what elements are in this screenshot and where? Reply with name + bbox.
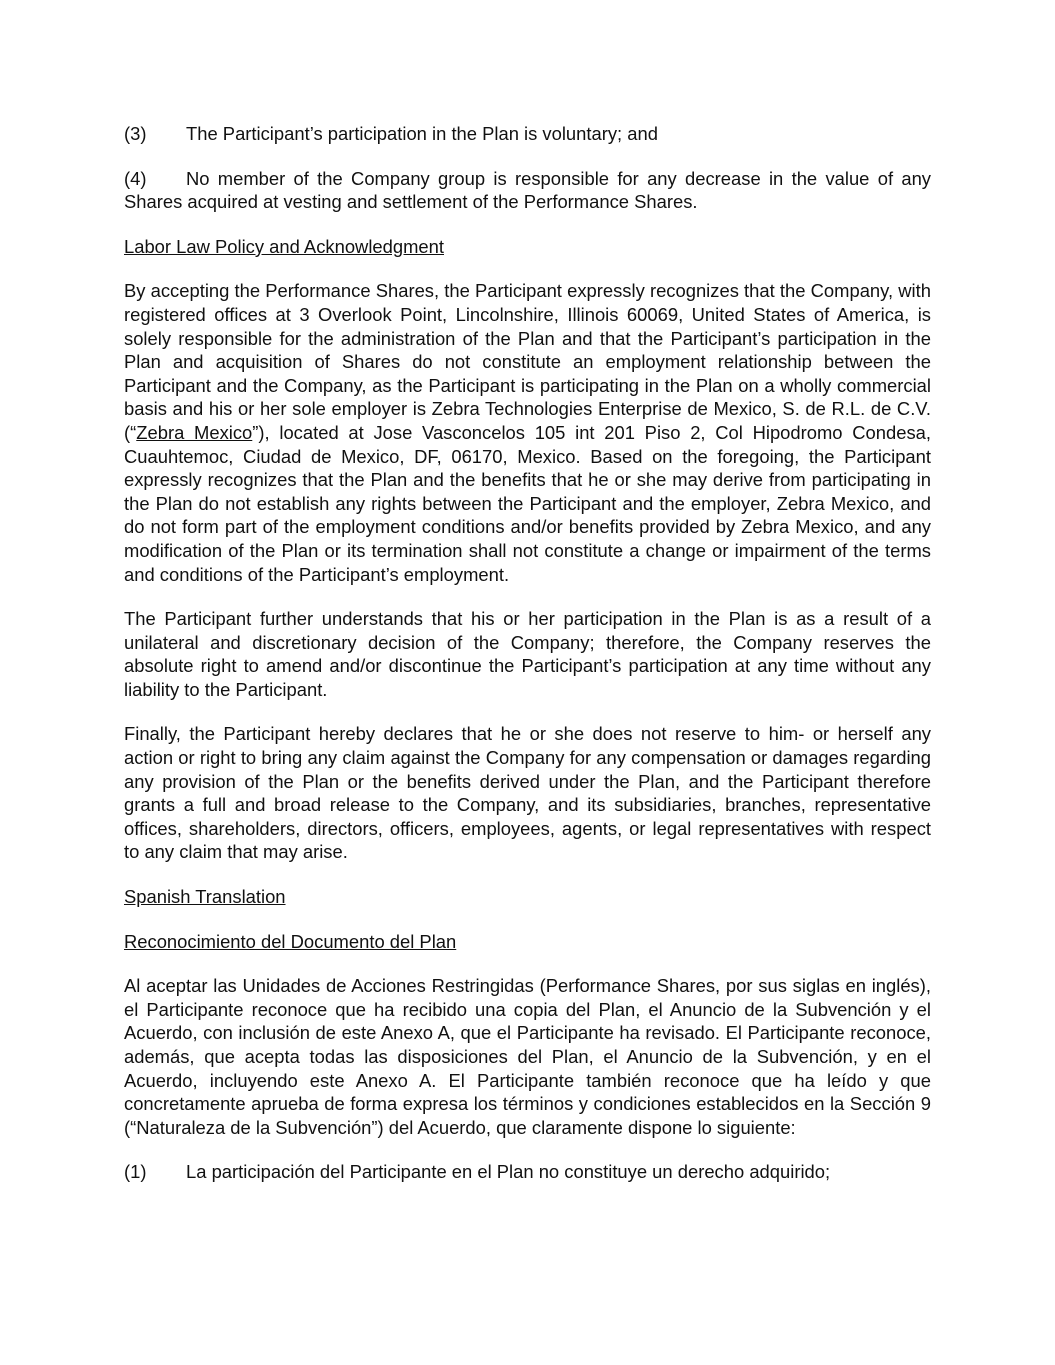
clause-item-4	[124, 167, 931, 214]
clause-text: No member of the Company group is responsible for any decrease in the value of any Shares acquired at vesting and settlement of the Performance Shares.	[124, 167, 931, 213]
spanish-clause-item-1	[124, 1160, 931, 1184]
clause-item-3	[124, 122, 931, 146]
clause-number: (4)	[124, 167, 147, 189]
defined-term-zebra-mexico: Zebra Mexico	[136, 421, 253, 443]
labor-paragraph-1-before: By accepting the Performance Shares, the Participant expressly recognizes that the Company, with registered offices at 3 Overlook Point, Lincolnshire, Illinois 60069, United States of America, is solely responsible for the administration of the Plan and that the Participant’s participation in the Plan and acquisition of Shares do not constitute an employment relationship between the Participant and the Company, as the Participant is participating in the Plan on a wholly commercial basis and his or her sole employer is Zebra Technologies Enterprise de Mexico, S. de R.L. de C.V. (“	[124, 280, 931, 443]
document-page	[124, 122, 931, 1205]
clause-text: The Participant’s participation in the Plan is voluntary; and	[186, 123, 658, 144]
labor-law-heading: Labor Law Policy and Acknowledgment	[124, 235, 444, 257]
labor-paragraph-1	[124, 279, 931, 586]
spanish-paragraph: Al aceptar las Unidades de Acciones Restringidas (Performance Shares, por sus siglas en inglés), el Participante reconoce que ha recibido una copia del Plan, el Anuncio de la Subvención y el Acuerdo, con inclusión de este Anexo A, que el Participante ha revisado. El Participante reconoce, además, que acepta todas las disposiciones del Plan, el Anuncio de la Subvención, y en el Acuerdo, incluyendo este Anexo A. El Participante también reconoce que ha leído y que concretamente aprueba de forma expresa los términos y condiciones establecidos en la Sección 9 (“Naturaleza de la Subvención”) del Acuerdo, que claramente dispone lo siguiente:	[124, 975, 931, 1138]
reconocimiento-heading: Reconocimiento del Documento del Plan	[124, 930, 457, 952]
clause-text: La participación del Participante en el Plan no constituye un derecho adquirido;	[186, 1161, 831, 1183]
labor-paragraph-3: Finally, the Participant hereby declares that he or she does not reserve to him- or herself any action or right to bring any claim against the Company for any compensation or damages regarding any provision of the Plan or the benefits derived under the Plan, and the Participant therefore grants a full and broad release to the Company, and its subsidiaries, branches, representative offices, shareholders, directors, officers, employees, agents, or legal representatives with respect to any claim that may arise.	[124, 723, 931, 863]
labor-paragraph-2: The Participant further understands that his or her participation in the Plan is as a result of a unilateral and discretionary decision of the Company; therefore, the Company reserves the absolute right to amend and/or discontinue the Participant’s participation at any time without any liability to the Participant.	[124, 608, 931, 700]
spanish-translation-heading: Spanish Translation	[124, 886, 286, 908]
labor-paragraph-1-after: ”), located at Jose Vasconcelos 105 int 201 Piso 2, Col Hipodromo Condesa, Cuauhtemoc, Ciudad de Mexico, DF, 06170, Mexico. Based on the foregoing, the Participant expressly recognizes that the Plan and the benefits that he or she may derive from participating in the Plan do not establish any rights between the Participant and the employer, Zebra Mexico, and do not form part of the employment conditions and/or benefits provided by Zebra Mexico, and any modification of the Plan or its termination shall not constitute a change or impairment of the terms and conditions of the Participant’s employment.	[124, 421, 931, 585]
clause-number: (3)	[124, 123, 147, 144]
clause-number: (1)	[124, 1161, 147, 1183]
